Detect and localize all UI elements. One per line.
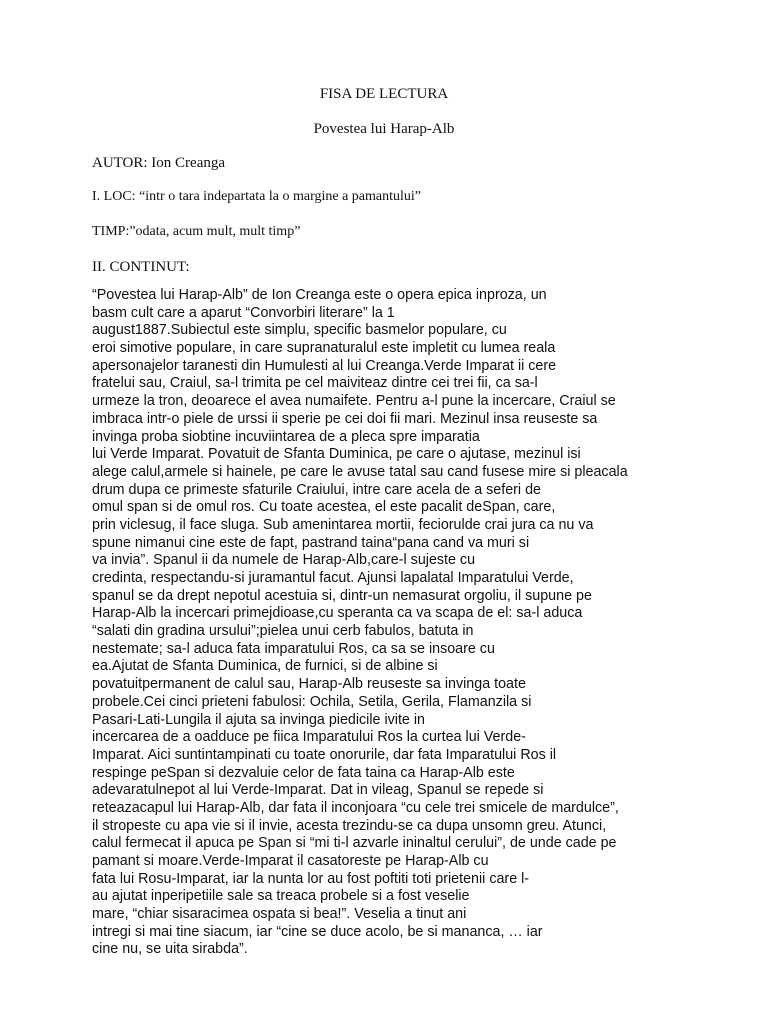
- body-line: spanul se da drept nepotul acestuia si, dintr-un nemasurat orgoliu, il supune pe: [92, 587, 592, 604]
- section-heading: II. CONTINUT:: [92, 259, 190, 275]
- body-line: drum dupa ce primeste sfaturile Craiului, intre care acela de a seferi de: [92, 481, 541, 498]
- document-title: FISA DE LECTURA: [319, 86, 449, 102]
- body-line: reteazacapul lui Harap-Alb, dar fata il inconjoara “cu cele trei smicele de mardulce”,: [92, 799, 619, 816]
- body-line: fata lui Rosu-Imparat, iar la nunta lor au fost poftiti toti prietenii care l-: [92, 870, 530, 887]
- body-line: “Povestea lui Harap-Alb” de Ion Creanga este o opera epica inproza, un: [92, 287, 547, 303]
- body-line: omul span si de omul ros. Cu toate acestea, el este pacalit deSpan, care,: [92, 499, 556, 516]
- body-line: basm cult care a aparut “Convorbiri literare” la 1: [92, 304, 395, 321]
- body-line: ea.Ajutat de Sfanta Duminica, de furnici, si de albine si: [92, 658, 438, 675]
- body-line: lui Verde Imparat. Povatuit de Sfanta Duminica, pe care o ajutase, mezinul isi: [92, 446, 581, 463]
- body-line: incercarea de a oadduce pe fiica Imparatului Ros la curtea lui Verde-: [92, 729, 526, 746]
- body-line: fratelui sau, Craiul, sa-l trimita pe cel maiviteaz dintre cei trei fii, ca sa-l: [92, 375, 538, 392]
- body-line: nestemate; sa-l aduca fata imparatului Ros, ca sa se insoare cu: [92, 640, 495, 657]
- body-line: spune nimanui cine este de fapt, pastrand taina“pana cand va muri si: [92, 534, 530, 551]
- body-line: au ajutat inperipetiile sale sa treaca probele si a fost veselie: [92, 888, 470, 905]
- body-line: povatuitpermanent de calul sau, Harap-Alb reuseste sa invinga toate: [92, 676, 526, 693]
- body-line: mare, “chiar sisaracimea ospata si bea!”. Veselia a tinut ani: [92, 906, 467, 923]
- body-line: apersonajelor taranesti din Humulesti al lui Creanga.Verde Imparat ii cere: [92, 357, 557, 374]
- body-line: invinga proba siobtine incuviintarea de a pleca spre imparatia: [92, 428, 480, 445]
- body-line: intregi si mai tine siacum, iar “cine se duce acolo, be si mananca, … iar: [92, 923, 543, 940]
- body-line: probele.Cei cinci prieteni fabulosi: Ochila, Setila, Gerila, Flamanzila si: [92, 693, 532, 710]
- body-line: Pasari-Lati-Lungila il ajuta sa invinga piedicile ivite in: [92, 711, 425, 728]
- body-line: eroi simotive populare, in care supranaturalul este impletit cu lumea reala: [92, 340, 556, 357]
- body-line: urmeze la tron, deoarece el avea numaifete. Pentru a-l pune la incercare, Craiul se: [92, 393, 616, 410]
- body-paragraph: [92, 287, 680, 959]
- timp-line: TIMP:”odata, acum mult, mult timp”: [92, 224, 301, 239]
- body-line: alege calul,armele si hainele, pe care le avuse tatal sau cand fusese mire si pleacala: [92, 463, 628, 480]
- body-line: adevaratulnepot al lui Verde-Imparat. Dat in vileag, Spanul se repede si: [92, 782, 544, 799]
- body-line: calul fermecat il apuca pe Span si “mi ti-l azvarle ininaltul cerului”, de unde cade pe: [92, 835, 617, 852]
- body-line: Harap-Alb la incercari primejdioase,cu speranta ca va scapa de el: sa-l aduca: [92, 605, 583, 622]
- loc-line: I. LOC: “intr o tara indepartata la o margine a pamantului”: [92, 189, 422, 204]
- body-line: va invia”. Spanul ii da numele de Harap-Alb,care-l sujeste cu: [92, 552, 476, 569]
- author-line: AUTOR: Ion Creanga: [92, 155, 226, 171]
- body-line: “salati din gradina ursului”;pielea unui cerb fabulos, batuta in: [92, 623, 474, 640]
- body-line: prin viclesug, il face sluga. Sub amenintarea mortii, feciorulde crai jura ca nu va: [92, 516, 594, 533]
- body-line: imbraca intr-o piele de urssi ii sperie pe cei doi fii mari. Mezinul insa reuseste sa: [92, 410, 598, 427]
- document-subtitle: Povestea lui Harap-Alb: [313, 121, 455, 137]
- body-line: Imparat. Aici suntintampinati cu toate onorurile, dar fata Imparatului Ros il: [92, 746, 557, 763]
- body-line: il stropeste cu apa vie si il invie, acesta trezindu-se ca dupa unsomn greu. Atunci,: [92, 817, 607, 834]
- body-line: pamant si moare.Verde-Imparat il casatoreste pe Harap-Alb cu: [92, 853, 489, 869]
- body-line: respinge peSpan si dezvaluie celor de fata taina ca Harap-Alb este: [92, 764, 515, 781]
- body-line: cine nu, se uita sirabda”.: [92, 941, 248, 958]
- body-line: august1887.Subiectul este simplu, specific basmelor populare, cu: [92, 322, 507, 339]
- body-line: credinta, respectandu-si juramantul facut. Ajunsi lapalatal Imparatului Verde,: [92, 570, 574, 586]
